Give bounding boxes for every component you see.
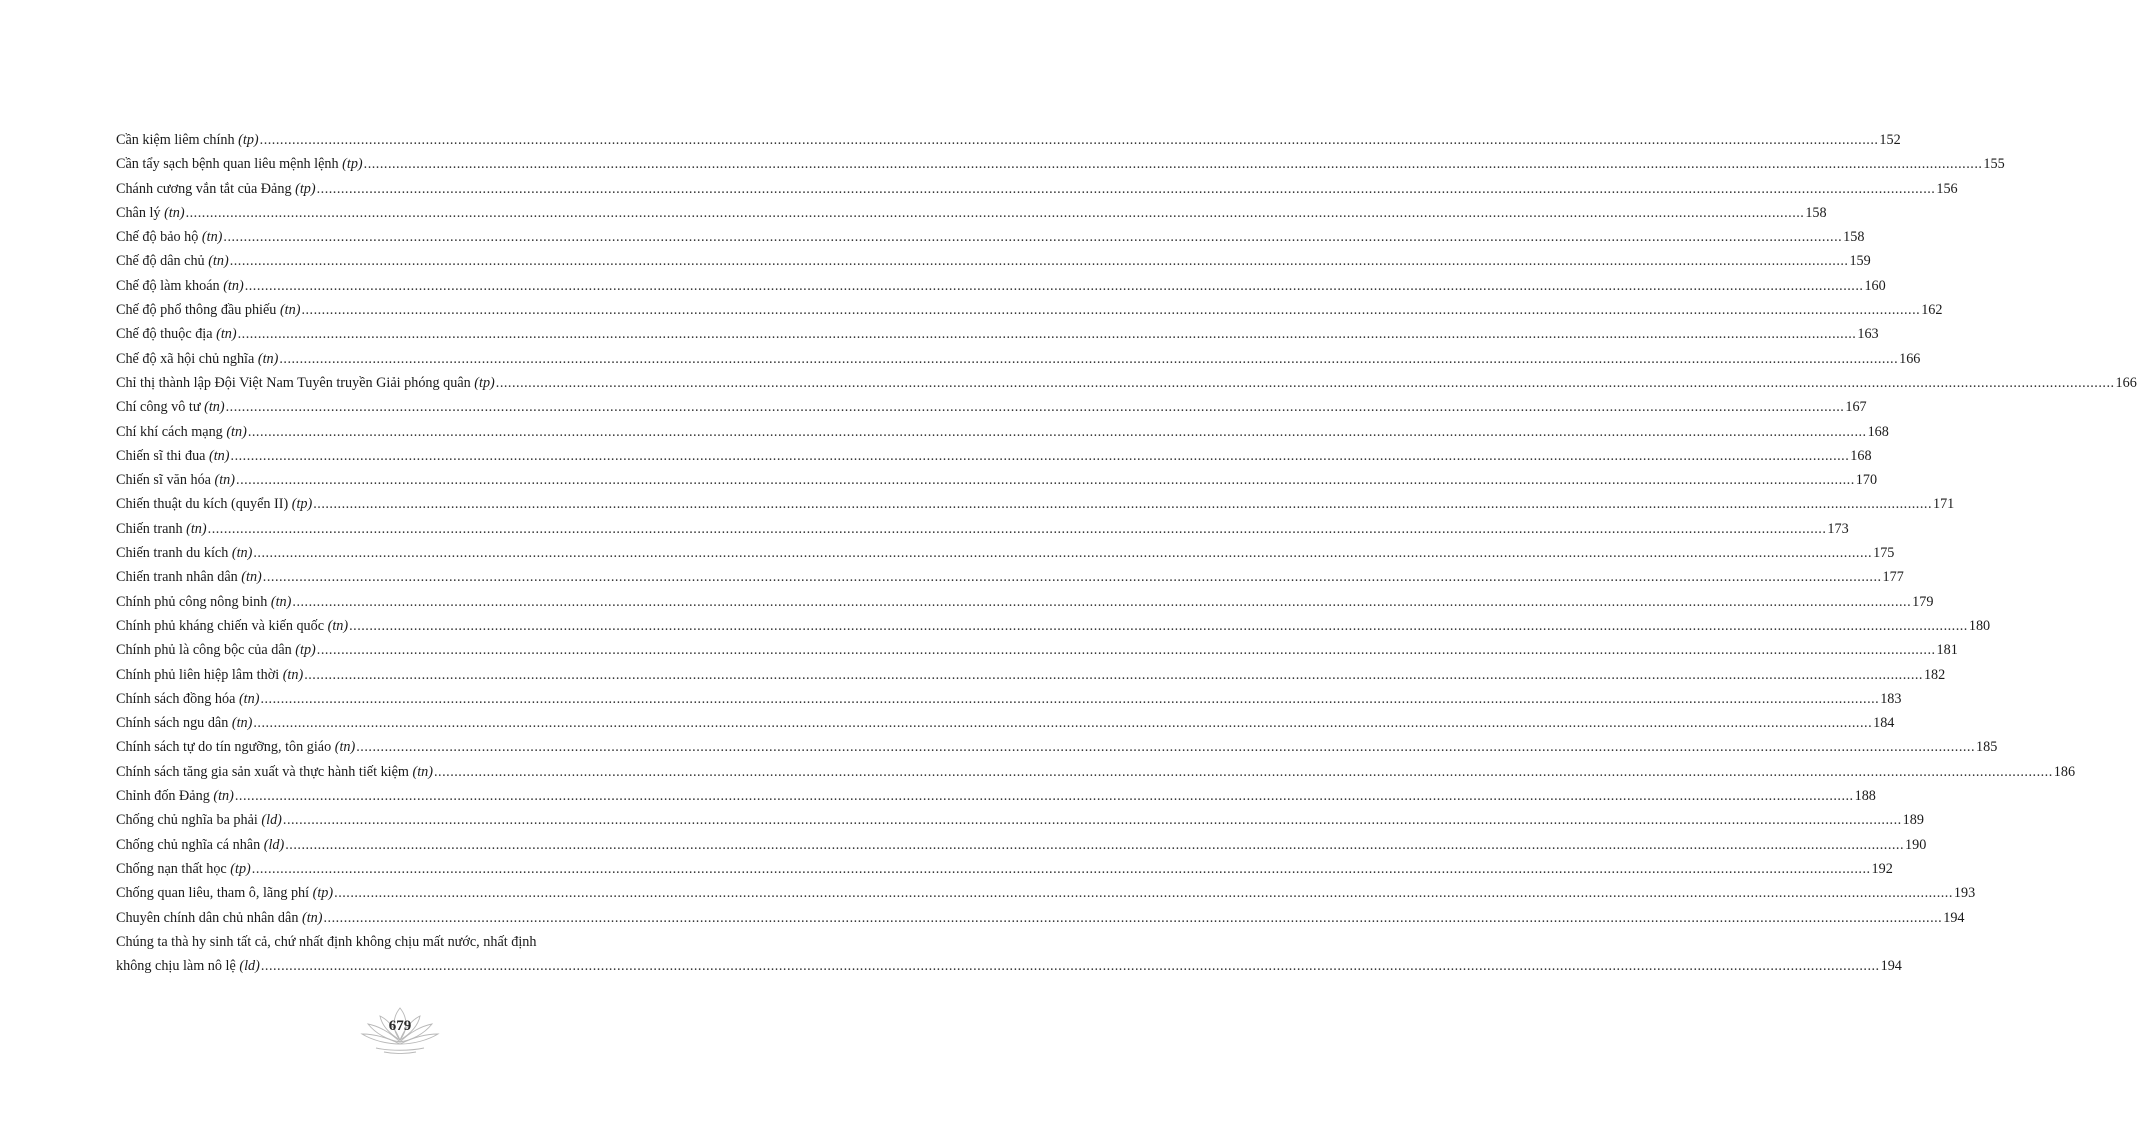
entry-title-text: Chính sách tự do tín ngưỡng, tôn giáo <box>116 739 332 756</box>
entry-type-tag: (tp) <box>230 860 251 877</box>
entry-title-text: Chính phủ là công bộc của dân <box>116 642 292 659</box>
entry-type-tag: (tp) <box>342 156 363 173</box>
index-entry <box>116 906 1965 930</box>
entry-title <box>116 881 333 905</box>
index-entry <box>116 177 1958 201</box>
entry-title <box>116 371 495 395</box>
dot-leader: ................................................................................................................................................................................................................................................................................................................................................................................................................ <box>259 132 1879 148</box>
entry-type-tag: (tn) <box>214 472 236 489</box>
entry-title-text: Chính sách đồng hóa <box>116 690 236 707</box>
entry-title-text: Chế độ dân chủ <box>116 253 205 270</box>
index-entry <box>116 760 2076 784</box>
index-entry <box>116 663 1946 687</box>
index-entry <box>116 420 1889 444</box>
entry-title <box>116 395 225 419</box>
entry-title <box>116 347 278 371</box>
entry-page-number: 168 <box>1867 423 1889 440</box>
entry-type-tag: (tn) <box>231 715 253 732</box>
page-footer <box>350 1004 450 1056</box>
entry-title <box>116 249 229 273</box>
entry-page-number: 179 <box>1912 593 1934 610</box>
index-entry <box>116 274 1886 298</box>
dot-leader: ................................................................................................................................................................................................................................................................................................................................................................................................................ <box>323 909 1943 926</box>
entry-title-text: Chuyên chính dân chủ nhân dân <box>116 909 299 926</box>
dot-leader: ................................................................................................................................................................................................................................................................................................................................................................................................................ <box>301 302 1921 319</box>
entry-title <box>116 906 322 930</box>
entry-type-tag: (tn) <box>270 593 292 610</box>
entry-type-tag: (tp) <box>295 180 316 197</box>
dot-leader: ................................................................................................................................................................................................................................................................................................................................................................................................................ <box>207 520 1827 537</box>
entry-title <box>116 857 251 881</box>
entry-title <box>116 565 262 589</box>
index-entry <box>116 808 1924 832</box>
dot-leader: ................................................................................................................................................................................................................................................................................................................................................................................................................ <box>495 374 2115 391</box>
dot-leader: ................................................................................................................................................................................................................................................................................................................................................................................................................ <box>236 472 1855 489</box>
dot-leader: ................................................................................................................................................................................................................................................................................................................................................................................................................ <box>247 423 1867 440</box>
entry-title <box>116 225 222 249</box>
entry-title <box>116 322 237 346</box>
entry-title <box>116 517 207 541</box>
entry-title <box>116 638 316 662</box>
entry-title-line2: không chịu làm nô lệ <box>116 958 236 975</box>
dot-leader: ................................................................................................................................................................................................................................................................................................................................................................................................................ <box>304 666 1923 683</box>
entry-title-text: Chí công vô tư <box>116 399 201 416</box>
entry-page-number: 163 <box>1857 326 1879 343</box>
index-entry <box>116 784 1876 808</box>
entry-title-text: Chiến tranh <box>116 520 183 537</box>
entry-page-number: 152 <box>1879 132 1901 148</box>
entry-title <box>116 735 355 759</box>
entry-title-text: Chiến sĩ thi đua <box>116 447 206 464</box>
index-entry <box>116 711 1895 735</box>
index-entry-multiline <box>116 930 1902 979</box>
dot-leader: ................................................................................................................................................................................................................................................................................................................................................................................................................ <box>260 958 1880 975</box>
dot-leader: ................................................................................................................................................................................................................................................................................................................................................................................................................ <box>230 447 1850 464</box>
entry-type-tag: (tn) <box>201 229 223 246</box>
entry-type-tag: (tn) <box>301 909 323 926</box>
entry-title <box>116 833 284 857</box>
entry-title <box>116 444 230 468</box>
index-entry <box>116 249 1871 273</box>
entry-page-number: 156 <box>1936 180 1958 197</box>
entry-page-number: 159 <box>1849 253 1871 270</box>
entry-type-tag: (tn) <box>257 350 279 367</box>
entry-title <box>116 711 252 735</box>
entry-page-number: 175 <box>1873 545 1895 562</box>
index-list <box>116 128 2137 978</box>
entry-page-number: 167 <box>1845 399 1867 416</box>
entry-title-text: Cần tẩy sạch bệnh quan liêu mệnh lệnh <box>116 156 339 173</box>
entry-page-number: 181 <box>1936 642 1958 659</box>
dot-leader: ................................................................................................................................................................................................................................................................................................................................................................................................................ <box>185 204 1805 221</box>
index-entry <box>116 322 1879 346</box>
entry-type-tag: (ld) <box>261 812 282 829</box>
entry-page-number: 185 <box>1976 739 1998 756</box>
dot-leader: ................................................................................................................................................................................................................................................................................................................................................................................................................ <box>251 860 1871 877</box>
entry-page-number: 182 <box>1923 666 1946 683</box>
entry-line2 <box>116 954 1902 978</box>
entry-type-tag: (tn) <box>213 788 234 805</box>
index-entry <box>116 857 1893 881</box>
entry-title-text: Chế độ thuộc địa <box>116 326 213 343</box>
entry-title <box>116 152 363 176</box>
index-entry <box>116 833 1927 857</box>
entry-title <box>116 177 316 201</box>
entry-type-tag: (tn) <box>204 399 225 416</box>
index-entry <box>116 541 1895 565</box>
dot-leader: ................................................................................................................................................................................................................................................................................................................................................................................................................ <box>253 545 1873 562</box>
entry-title-text: Chánh cương vắn tắt của Đảng <box>116 180 292 197</box>
entry-title-text: Chống quan liêu, tham ô, lãng phí <box>116 885 310 902</box>
entry-title-text: Chiến tranh nhân dân <box>116 569 238 586</box>
entry-title <box>116 808 282 832</box>
entry-title <box>116 590 291 614</box>
page-number: 679 <box>388 1018 412 1034</box>
dot-leader: ................................................................................................................................................................................................................................................................................................................................................................................................................ <box>316 642 1936 659</box>
index-entry <box>116 371 2137 395</box>
index-entry <box>116 517 1849 541</box>
dot-leader: ................................................................................................................................................................................................................................................................................................................................................................................................................ <box>316 180 1936 197</box>
index-entry <box>116 492 1955 516</box>
dot-leader: ................................................................................................................................................................................................................................................................................................................................................................................................................ <box>223 229 1843 246</box>
dot-leader: ................................................................................................................................................................................................................................................................................................................................................................................................................ <box>285 836 1904 853</box>
entry-page-number: 158 <box>1843 229 1865 246</box>
dot-leader: ................................................................................................................................................................................................................................................................................................................................................................................................................ <box>229 253 1849 270</box>
entry-type-tag: (tn) <box>282 666 304 683</box>
entry-title-text: Chân lý <box>116 204 161 221</box>
entry-type-tag: (tp) <box>291 496 313 513</box>
entry-page-number: 162 <box>1921 302 1943 319</box>
entry-page-number: 171 <box>1932 496 1955 513</box>
dot-leader: ................................................................................................................................................................................................................................................................................................................................................................................................................ <box>237 326 1857 343</box>
entry-title-text: Chế độ bảo hộ <box>116 229 199 246</box>
index-entry <box>116 590 1934 614</box>
entry-type-tag: (tp) <box>312 885 334 902</box>
dot-leader: ................................................................................................................................................................................................................................................................................................................................................................................................................ <box>282 812 1902 829</box>
entry-page-number: 190 <box>1905 836 1927 853</box>
entry-page-number: 193 <box>1953 885 1976 902</box>
entry-title <box>116 492 312 516</box>
index-entry <box>116 614 1991 638</box>
entry-title-text: Chỉ thị thành lập Đội Việt Nam Tuyên truyền Giải phóng quân <box>116 374 471 391</box>
entry-title-text: Chính phủ công nông binh <box>116 593 268 610</box>
entry-title <box>116 468 235 492</box>
entry-type-tag: (tn) <box>226 423 247 440</box>
entry-title <box>116 760 433 784</box>
index-entry <box>116 468 1878 492</box>
entry-title <box>116 954 260 978</box>
dot-leader: ................................................................................................................................................................................................................................................................................................................................................................................................................ <box>262 569 1882 586</box>
entry-title-text: Chế độ xã hội chủ nghĩa <box>116 350 255 367</box>
entry-title-text: Chính phủ kháng chiến và kiến quốc <box>116 617 325 634</box>
entry-type-tag: (tn) <box>208 253 229 270</box>
dot-leader: ................................................................................................................................................................................................................................................................................................................................................................................................................ <box>313 496 1932 513</box>
entry-type-tag: (tn) <box>334 739 356 756</box>
dot-leader: ................................................................................................................................................................................................................................................................................................................................................................................................................ <box>253 715 1873 732</box>
dot-leader: ................................................................................................................................................................................................................................................................................................................................................................................................................ <box>292 593 1912 610</box>
entry-page-number: 158 <box>1805 204 1827 221</box>
dot-leader: ................................................................................................................................................................................................................................................................................................................................................................................................................ <box>356 739 1975 756</box>
entry-page-number: 155 <box>1983 156 2005 173</box>
entry-title <box>116 298 300 322</box>
index-entry <box>116 152 2005 176</box>
dot-leader: ................................................................................................................................................................................................................................................................................................................................................................................................................ <box>363 156 1983 173</box>
entry-type-tag: (tn) <box>327 617 349 634</box>
entry-page-number: 183 <box>1880 690 1902 707</box>
entry-title-text: Chế độ làm khoán <box>116 277 220 294</box>
entry-title-text: Chí khí cách mạng <box>116 423 223 440</box>
entry-page-number: 180 <box>1968 617 1991 634</box>
entry-title-text: Cần kiệm liêm chính <box>116 132 235 148</box>
entry-title-text: Chống chủ nghĩa ba phải <box>116 812 258 829</box>
dot-leader: ................................................................................................................................................................................................................................................................................................................................................................................................................ <box>244 277 1864 294</box>
index-entry <box>116 347 1921 371</box>
entry-type-tag: (tn) <box>231 545 253 562</box>
entry-title <box>116 687 259 711</box>
entry-page-number: 188 <box>1854 788 1876 805</box>
entry-type-tag: (tp) <box>238 132 259 148</box>
entry-title-text: Chính sách tăng gia sản xuất và thực hành tiết kiệm <box>116 763 409 780</box>
entry-type-tag: (tn) <box>216 326 237 343</box>
entry-page-number: 166 <box>2115 374 2137 391</box>
dot-leader: ................................................................................................................................................................................................................................................................................................................................................................................................................ <box>225 399 1845 416</box>
entry-title <box>116 541 252 565</box>
entry-title-text: Chính phủ liên hiệp lâm thời <box>116 666 280 683</box>
entry-page-number: 192 <box>1871 860 1893 877</box>
dot-leader: ................................................................................................................................................................................................................................................................................................................................................................................................................ <box>279 350 1899 367</box>
entry-page-number: 184 <box>1873 715 1895 732</box>
index-entry <box>116 128 1901 152</box>
entry-title-text: Chế độ phổ thông đầu phiếu <box>116 302 277 319</box>
entry-type-tag: (ld) <box>263 836 285 853</box>
entry-title <box>116 663 303 687</box>
dot-leader: ................................................................................................................................................................................................................................................................................................................................................................................................................ <box>434 763 2053 780</box>
entry-title-text: Chiến thuật du kích (quyển II) <box>116 496 289 513</box>
entry-page-number: 173 <box>1827 520 1849 537</box>
entry-title-text: Chiến sĩ văn hóa <box>116 472 211 489</box>
entry-title-text: Chính sách ngu dân <box>116 715 229 732</box>
entry-type-tag: (tn) <box>241 569 262 586</box>
entry-type-tag: (tn) <box>238 690 260 707</box>
entry-title <box>116 201 185 225</box>
index-entry <box>116 735 1998 759</box>
entry-title-text: Chống chủ nghĩa cá nhân <box>116 836 261 853</box>
index-entry <box>116 201 1827 225</box>
index-entry <box>116 225 1865 249</box>
dot-leader: ................................................................................................................................................................................................................................................................................................................................................................................................................ <box>234 788 1854 805</box>
entry-title <box>116 614 348 638</box>
index-entry <box>116 638 1958 662</box>
entry-page-number: 186 <box>2053 763 2076 780</box>
entry-type-tag: (tp) <box>295 642 316 659</box>
entry-page-number: 160 <box>1864 277 1886 294</box>
entry-title <box>116 420 247 444</box>
dot-leader: ................................................................................................................................................................................................................................................................................................................................................................................................................ <box>349 617 1968 634</box>
entry-type-tag: (tp) <box>474 374 495 391</box>
entry-title-line1: Chúng ta thà hy sinh tất cả, chứ nhất định không chịu mất nước, nhất định <box>116 933 537 950</box>
index-entry <box>116 687 1902 711</box>
entry-page-number: 194 <box>1943 909 1965 926</box>
entry-title <box>116 274 244 298</box>
entry-page-number: 194 <box>1880 958 1902 975</box>
entry-type-tag: (ld) <box>239 958 260 975</box>
entry-page-number: 189 <box>1902 812 1924 829</box>
index-entry <box>116 565 1904 589</box>
index-entry <box>116 298 1943 322</box>
entry-title <box>116 784 234 808</box>
entry-title <box>116 128 259 152</box>
dot-leader: ................................................................................................................................................................................................................................................................................................................................................................................................................ <box>260 690 1880 707</box>
entry-type-tag: (tn) <box>164 204 185 221</box>
index-entry <box>116 395 1867 419</box>
index-entry <box>116 881 1976 905</box>
entry-type-tag: (tn) <box>412 763 433 780</box>
entry-page-number: 168 <box>1850 447 1872 464</box>
entry-type-tag: (tn) <box>209 447 230 464</box>
entry-page-number: 166 <box>1899 350 1921 367</box>
entry-page-number: 170 <box>1855 472 1878 489</box>
entry-title-text: Chiến tranh du kích <box>116 545 229 562</box>
entry-title-text: Chỉnh đốn Đảng <box>116 788 210 805</box>
dot-leader: ................................................................................................................................................................................................................................................................................................................................................................................................................ <box>334 885 1953 902</box>
entry-type-tag: (tn) <box>279 302 301 319</box>
entry-type-tag: (tn) <box>223 277 244 294</box>
entry-title-text: Chống nạn thất học <box>116 860 227 877</box>
entry-page-number: 177 <box>1882 569 1904 586</box>
index-entry <box>116 444 1872 468</box>
entry-type-tag: (tn) <box>186 520 207 537</box>
